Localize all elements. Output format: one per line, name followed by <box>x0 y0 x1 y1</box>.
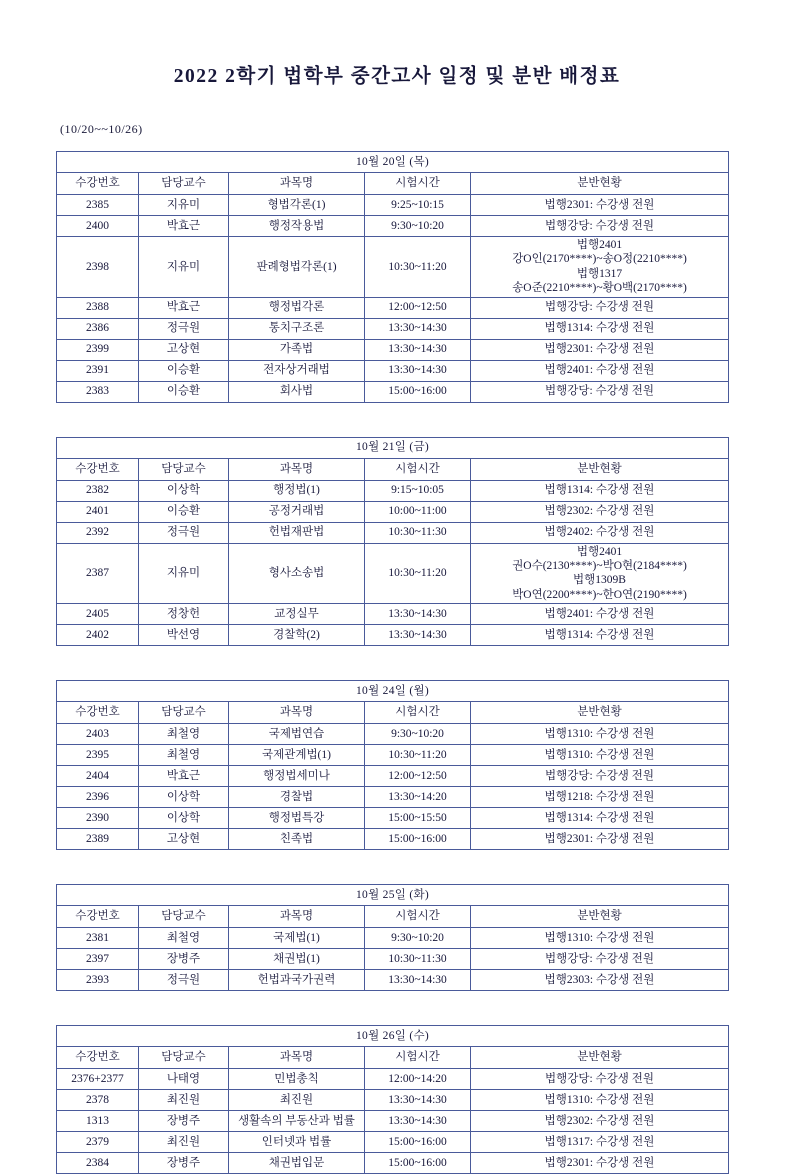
column-header-cell: 수강번호 <box>57 702 139 724</box>
course-number-cell: 2393 <box>57 970 139 991</box>
column-header-cell: 과목명 <box>229 702 365 724</box>
table-row <box>57 928 729 949</box>
course-number-cell: 2390 <box>57 808 139 829</box>
room-assignment-cell: 법행강당: 수강생 전원 <box>471 1069 729 1090</box>
subject-name-cell: 인터넷과 법률 <box>229 1132 365 1153</box>
column-header-cell: 담당교수 <box>139 702 229 724</box>
column-header-row <box>57 458 729 480</box>
course-number-cell: 2382 <box>57 480 139 501</box>
exam-time-cell: 15:00~16:00 <box>365 1153 471 1174</box>
exam-time-cell: 13:30~14:30 <box>365 970 471 991</box>
exam-time-cell: 13:30~14:20 <box>365 787 471 808</box>
subject-name-cell: 전자상거래법 <box>229 360 365 381</box>
course-number-cell: 2392 <box>57 522 139 543</box>
table-row <box>57 360 729 381</box>
column-header-cell: 과목명 <box>229 906 365 928</box>
column-header-cell: 수강번호 <box>57 906 139 928</box>
room-assignment-cell: 법행2302: 수강생 전원 <box>471 1111 729 1132</box>
table-row <box>57 808 729 829</box>
course-number-cell: 2386 <box>57 318 139 339</box>
professor-cell: 정창헌 <box>139 604 229 625</box>
professor-cell: 이상학 <box>139 808 229 829</box>
room-assignment-cell: 법행강당: 수강생 전원 <box>471 949 729 970</box>
course-number-cell: 2379 <box>57 1132 139 1153</box>
professor-cell: 지유미 <box>139 543 229 604</box>
table-row <box>57 829 729 850</box>
column-header-cell: 분반현황 <box>471 458 729 480</box>
exam-time-cell: 10:30~11:30 <box>365 522 471 543</box>
course-number-cell: 1313 <box>57 1111 139 1132</box>
subject-name-cell: 교정실무 <box>229 604 365 625</box>
room-assignment-cell: 법행강당: 수강생 전원 <box>471 766 729 787</box>
day-header-label: 10월 21일 (금) <box>57 437 729 458</box>
professor-cell: 지유미 <box>139 195 229 216</box>
room-assignment-cell: 법행2301: 수강생 전원 <box>471 195 729 216</box>
course-number-cell: 2391 <box>57 360 139 381</box>
day-block <box>56 680 738 850</box>
room-assignment-cell: 법행2303: 수강생 전원 <box>471 970 729 991</box>
subject-name-cell: 형법각론(1) <box>229 195 365 216</box>
room-assignment-cell: 법행1310: 수강생 전원 <box>471 928 729 949</box>
column-header-cell: 과목명 <box>229 458 365 480</box>
column-header-cell: 분반현황 <box>471 906 729 928</box>
column-header-cell: 담당교수 <box>139 173 229 195</box>
course-number-cell: 2384 <box>57 1153 139 1174</box>
professor-cell: 고상현 <box>139 339 229 360</box>
professor-cell: 박선영 <box>139 625 229 646</box>
day-header-row <box>57 437 729 458</box>
subject-name-cell: 경찰학(2) <box>229 625 365 646</box>
room-assignment-cell: 법행1317: 수강생 전원 <box>471 1132 729 1153</box>
professor-cell: 장병주 <box>139 949 229 970</box>
table-row <box>57 970 729 991</box>
subject-name-cell: 최진원 <box>229 1090 365 1111</box>
subject-name-cell: 헌법재판법 <box>229 522 365 543</box>
column-header-cell: 담당교수 <box>139 458 229 480</box>
exam-time-cell: 13:30~14:30 <box>365 339 471 360</box>
course-number-cell: 2395 <box>57 745 139 766</box>
exam-time-cell: 13:30~14:30 <box>365 1111 471 1132</box>
column-header-cell: 시험시간 <box>365 173 471 195</box>
course-number-cell: 2396 <box>57 787 139 808</box>
room-assignment-cell: 법행1314: 수강생 전원 <box>471 480 729 501</box>
exam-time-cell: 12:00~12:50 <box>365 766 471 787</box>
exam-time-cell: 10:30~11:20 <box>365 745 471 766</box>
course-number-cell: 2404 <box>57 766 139 787</box>
table-row <box>57 1153 729 1174</box>
room-assignment-line: 권O수(2130****)~박O현(2184****) <box>512 559 687 572</box>
exam-schedule-table <box>56 884 729 991</box>
professor-cell: 지유미 <box>139 237 229 298</box>
day-header-row <box>57 1026 729 1047</box>
subject-name-cell: 민법총칙 <box>229 1069 365 1090</box>
room-assignment-cell: 법행2402: 수강생 전원 <box>471 522 729 543</box>
professor-cell: 박효근 <box>139 216 229 237</box>
professor-cell: 이승환 <box>139 501 229 522</box>
table-row <box>57 297 729 318</box>
exam-time-cell: 12:00~12:50 <box>365 297 471 318</box>
exam-time-cell: 13:30~14:30 <box>365 318 471 339</box>
room-assignment-cell: 법행1218: 수강생 전원 <box>471 787 729 808</box>
subject-name-cell: 국제법연습 <box>229 724 365 745</box>
subject-name-cell: 채권법입문 <box>229 1153 365 1174</box>
course-number-cell: 2378 <box>57 1090 139 1111</box>
course-number-cell: 2389 <box>57 829 139 850</box>
table-row <box>57 522 729 543</box>
subject-name-cell: 회사법 <box>229 381 365 402</box>
course-number-cell: 2381 <box>57 928 139 949</box>
professor-cell: 박효근 <box>139 297 229 318</box>
exam-time-cell: 15:00~15:50 <box>365 808 471 829</box>
day-header-label: 10월 24일 (월) <box>57 681 729 702</box>
course-number-cell: 2401 <box>57 501 139 522</box>
day-header-row <box>57 681 729 702</box>
day-block <box>56 151 738 403</box>
table-row <box>57 1111 729 1132</box>
table-row <box>57 480 729 501</box>
table-row <box>57 745 729 766</box>
room-assignment-line: 법행2401 <box>576 545 623 558</box>
table-row <box>57 195 729 216</box>
table-row <box>57 1069 729 1090</box>
exam-time-cell: 10:00~11:00 <box>365 501 471 522</box>
exam-time-cell: 15:00~16:00 <box>365 829 471 850</box>
column-header-cell: 과목명 <box>229 173 365 195</box>
professor-cell: 이승환 <box>139 360 229 381</box>
room-assignment-cell: 법행2401: 수강생 전원 <box>471 360 729 381</box>
table-row <box>57 949 729 970</box>
subject-name-cell: 가족법 <box>229 339 365 360</box>
day-header-row <box>57 152 729 173</box>
subject-name-cell: 친족법 <box>229 829 365 850</box>
course-number-cell: 2399 <box>57 339 139 360</box>
column-header-cell: 분반현황 <box>471 1047 729 1069</box>
exam-time-cell: 15:00~16:00 <box>365 1132 471 1153</box>
professor-cell: 정극원 <box>139 522 229 543</box>
subject-name-cell: 국제법(1) <box>229 928 365 949</box>
exam-time-cell: 10:30~11:20 <box>365 237 471 298</box>
room-assignment-cell: 법행1314: 수강생 전원 <box>471 318 729 339</box>
table-row <box>57 787 729 808</box>
subject-name-cell: 행정작용법 <box>229 216 365 237</box>
day-header-row <box>57 885 729 906</box>
column-header-cell: 수강번호 <box>57 173 139 195</box>
course-number-cell: 2400 <box>57 216 139 237</box>
day-header-label: 10월 25일 (화) <box>57 885 729 906</box>
course-number-cell: 2376+2377 <box>57 1069 139 1090</box>
exam-time-cell: 9:30~10:20 <box>365 216 471 237</box>
exam-schedule-table <box>56 151 729 403</box>
day-header-label: 10월 26일 (수) <box>57 1026 729 1047</box>
professor-cell: 박효근 <box>139 766 229 787</box>
day-header-label: 10월 20일 (목) <box>57 152 729 173</box>
room-assignment-cell <box>471 237 729 298</box>
room-assignment-cell: 법행강당: 수강생 전원 <box>471 381 729 402</box>
professor-cell: 이상학 <box>139 480 229 501</box>
table-row <box>57 604 729 625</box>
room-assignment-cell: 법행2301: 수강생 전원 <box>471 829 729 850</box>
course-number-cell: 2398 <box>57 237 139 298</box>
exam-time-cell: 10:30~11:30 <box>365 949 471 970</box>
exam-time-cell: 9:30~10:20 <box>365 724 471 745</box>
subject-name-cell: 생활속의 부동산과 법률 <box>229 1111 365 1132</box>
exam-time-cell: 13:30~14:30 <box>365 360 471 381</box>
subject-name-cell: 채권법(1) <box>229 949 365 970</box>
subject-name-cell: 행정법특강 <box>229 808 365 829</box>
day-block <box>56 437 738 647</box>
table-row <box>57 543 729 604</box>
column-header-cell: 담당교수 <box>139 906 229 928</box>
schedule-blocks-container <box>56 151 738 1174</box>
exam-time-cell: 10:30~11:20 <box>365 543 471 604</box>
column-header-cell: 담당교수 <box>139 1047 229 1069</box>
exam-time-cell: 13:30~14:30 <box>365 1090 471 1111</box>
date-range-label: (10/20~~10/26) <box>60 122 143 136</box>
room-assignment-cell: 법행강당: 수강생 전원 <box>471 216 729 237</box>
table-row <box>57 1090 729 1111</box>
column-header-cell: 분반현황 <box>471 173 729 195</box>
subject-name-cell: 통치구조론 <box>229 318 365 339</box>
room-assignment-line: 박O연(2200****)~한O연(2190****) <box>512 588 687 601</box>
exam-time-cell: 12:00~14:20 <box>365 1069 471 1090</box>
exam-time-cell: 15:00~16:00 <box>365 381 471 402</box>
column-header-cell: 시험시간 <box>365 1047 471 1069</box>
professor-cell: 이상학 <box>139 787 229 808</box>
professor-cell: 장병주 <box>139 1153 229 1174</box>
course-number-cell: 2403 <box>57 724 139 745</box>
subject-name-cell: 판례형법각론(1) <box>229 237 365 298</box>
course-number-cell: 2402 <box>57 625 139 646</box>
day-block <box>56 1025 738 1174</box>
column-header-cell: 수강번호 <box>57 458 139 480</box>
course-number-cell: 2388 <box>57 297 139 318</box>
professor-cell: 최철영 <box>139 724 229 745</box>
subject-name-cell: 헌법과국가권력 <box>229 970 365 991</box>
day-block <box>56 884 738 991</box>
room-assignment-cell: 법행2301: 수강생 전원 <box>471 1153 729 1174</box>
column-header-row <box>57 702 729 724</box>
table-row <box>57 339 729 360</box>
exam-schedule-table <box>56 437 729 647</box>
column-header-cell: 시험시간 <box>365 906 471 928</box>
table-row <box>57 318 729 339</box>
room-assignment-cell: 법행1310: 수강생 전원 <box>471 724 729 745</box>
room-assignment-cell: 법행1314: 수강생 전원 <box>471 625 729 646</box>
subject-name-cell: 국제관계법(1) <box>229 745 365 766</box>
exam-time-cell: 9:30~10:20 <box>365 928 471 949</box>
exam-schedule-table <box>56 1025 729 1174</box>
subject-name-cell: 행정법세미나 <box>229 766 365 787</box>
column-header-row <box>57 906 729 928</box>
professor-cell: 장병주 <box>139 1111 229 1132</box>
column-header-row <box>57 1047 729 1069</box>
course-number-cell: 2383 <box>57 381 139 402</box>
room-assignment-cell: 법행1314: 수강생 전원 <box>471 808 729 829</box>
professor-cell: 나태영 <box>139 1069 229 1090</box>
room-assignment-cell: 법행2302: 수강생 전원 <box>471 501 729 522</box>
course-number-cell: 2385 <box>57 195 139 216</box>
table-row <box>57 237 729 298</box>
column-header-cell: 분반현황 <box>471 702 729 724</box>
exam-time-cell: 13:30~14:30 <box>365 604 471 625</box>
room-assignment-cell: 법행1310: 수강생 전원 <box>471 745 729 766</box>
course-number-cell: 2397 <box>57 949 139 970</box>
table-row <box>57 216 729 237</box>
professor-cell: 최철영 <box>139 928 229 949</box>
room-assignment-cell <box>471 543 729 604</box>
room-assignment-cell: 법행2401: 수강생 전원 <box>471 604 729 625</box>
subject-name-cell: 행정법(1) <box>229 480 365 501</box>
room-assignment-line: 법행1309B <box>573 574 626 587</box>
room-assignment-cell: 법행2301: 수강생 전원 <box>471 339 729 360</box>
table-row <box>57 766 729 787</box>
course-number-cell: 2387 <box>57 543 139 604</box>
professor-cell: 정극원 <box>139 970 229 991</box>
subject-name-cell: 공정거래법 <box>229 501 365 522</box>
column-header-cell: 과목명 <box>229 1047 365 1069</box>
subject-name-cell: 형사소송법 <box>229 543 365 604</box>
column-header-cell: 시험시간 <box>365 458 471 480</box>
room-assignment-cell: 법행강당: 수강생 전원 <box>471 297 729 318</box>
room-assignment-line: 법행2401 <box>576 239 623 251</box>
professor-cell: 최진원 <box>139 1090 229 1111</box>
table-row <box>57 1132 729 1153</box>
table-row <box>57 625 729 646</box>
column-header-cell: 수강번호 <box>57 1047 139 1069</box>
course-number-cell: 2405 <box>57 604 139 625</box>
table-row <box>57 724 729 745</box>
professor-cell: 최철영 <box>139 745 229 766</box>
professor-cell: 이승환 <box>139 381 229 402</box>
table-row <box>57 381 729 402</box>
room-assignment-line: 송O준(2210****)~황O백(2170****) <box>512 282 687 295</box>
column-header-cell: 시험시간 <box>365 702 471 724</box>
room-assignment-line: 법행1317 <box>576 267 623 280</box>
exam-time-cell: 9:15~10:05 <box>365 480 471 501</box>
exam-schedule-table <box>56 680 729 850</box>
professor-cell: 고상현 <box>139 829 229 850</box>
column-header-row <box>57 173 729 195</box>
exam-time-cell: 13:30~14:30 <box>365 625 471 646</box>
professor-cell: 최진원 <box>139 1132 229 1153</box>
subject-name-cell: 경찰법 <box>229 787 365 808</box>
exam-time-cell: 9:25~10:15 <box>365 195 471 216</box>
professor-cell: 정극원 <box>139 318 229 339</box>
subject-name-cell: 행정법각론 <box>229 297 365 318</box>
room-assignment-line: 강O인(2170****)~송O정(2210****) <box>512 253 687 266</box>
table-row <box>57 501 729 522</box>
page-title: 2022 2학기 법학부 중간고사 일정 및 분반 배정표 <box>173 66 621 87</box>
room-assignment-cell: 법행1310: 수강생 전원 <box>471 1090 729 1111</box>
